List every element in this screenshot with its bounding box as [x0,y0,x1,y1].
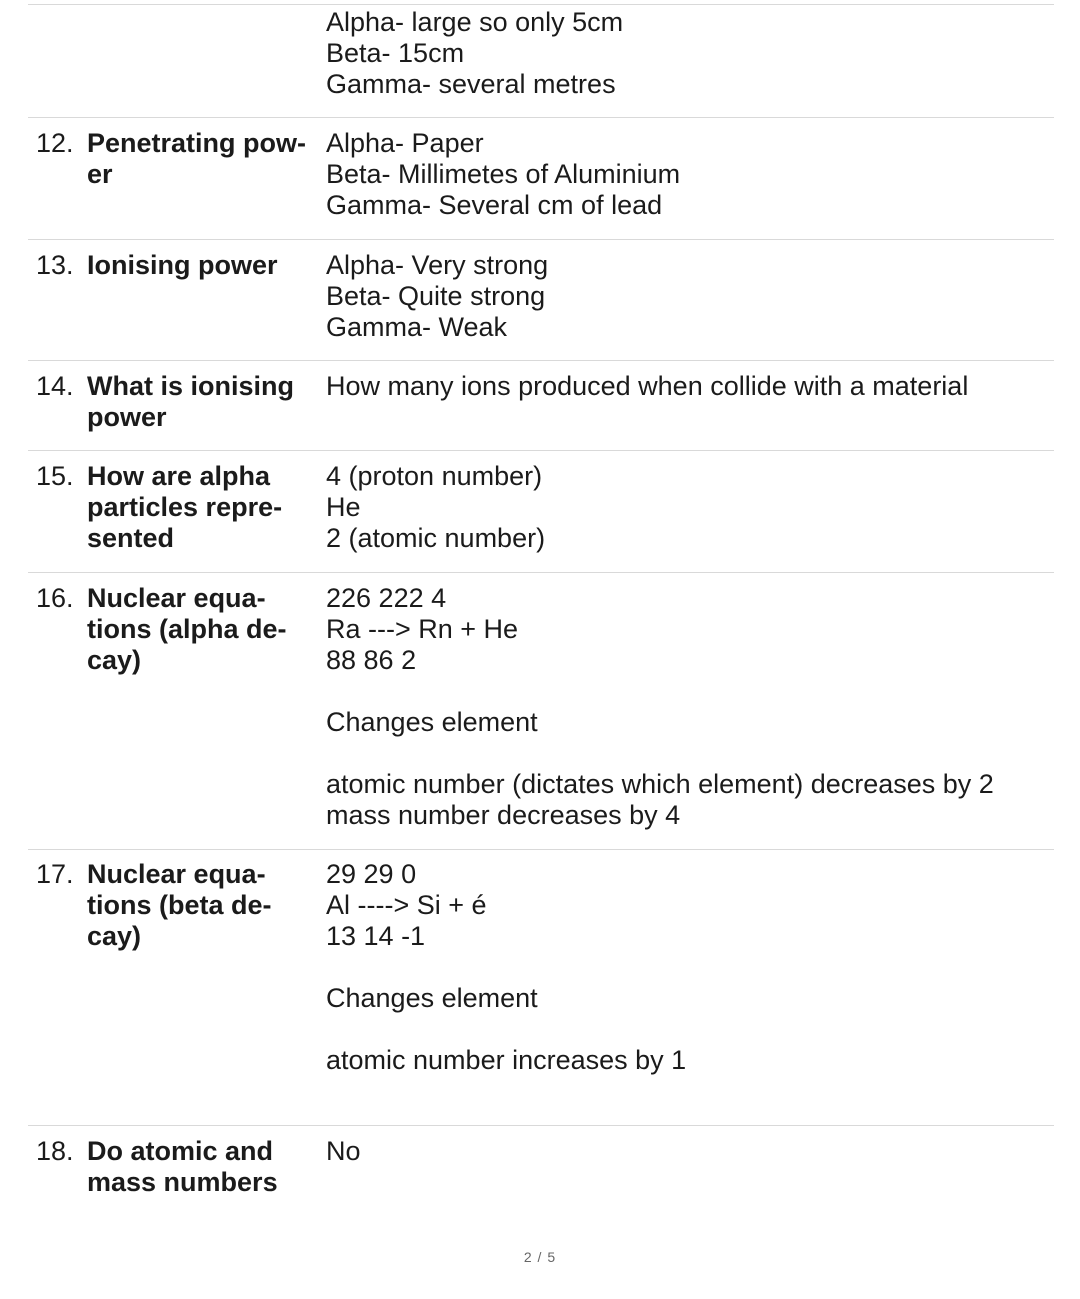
definition-line: Al ----> Si + é [326,890,487,920]
card-definition [326,250,1046,343]
definition-line: 4 (proton number) [326,461,543,491]
card-definition [326,461,1046,554]
definition-line: 2 (atomic number) [326,523,546,553]
term-line: power [87,402,167,432]
term-line: Nuclear equa- [87,859,266,889]
term-line: cay) [87,645,142,675]
definition [326,7,1046,100]
definition-line: Alpha- Paper [326,128,484,158]
term-line: tions (alpha de- [87,614,287,644]
card-term [87,371,319,433]
card-number: 17. [36,859,74,889]
card-number: 13. [36,250,74,280]
definition-line: Beta- 15cm [326,38,465,68]
definition-line: 13 14 -1 [326,921,426,951]
term-line: What is ionising [87,371,294,401]
card-number: 16. [36,583,74,613]
term-line: How are alpha [87,461,271,491]
term-line: sented [87,523,175,553]
divider [28,849,1054,850]
definition-line: 88 86 2 [326,645,417,675]
card-term [87,1136,319,1198]
definition-line: Alpha- Very strong [326,250,549,280]
spacer [326,1014,1046,1045]
card-term [87,250,319,281]
term-line: particles repre- [87,492,283,522]
divider [28,239,1054,240]
definition-line: Ra ---> Rn + He [326,614,519,644]
card-number: 15. [36,461,74,491]
term-line: cay) [87,921,142,951]
term-line: er [87,159,113,189]
definition-line: atomic number increases by 1 [326,1045,687,1075]
card-term [87,583,319,676]
term-line: mass numbers [87,1167,278,1197]
page-indicator: 2 / 5 [523,1249,557,1265]
definition-line: Beta- Millimetes of Aluminium [326,159,681,189]
card-term [87,859,319,952]
definition-line: Gamma- Weak [326,312,508,342]
divider [28,4,1054,5]
definition-line: 226 222 4 [326,583,447,613]
definition-line: No [326,1136,361,1166]
definition-line: Alpha- large so only 5cm [326,7,624,37]
card-definition [326,371,1046,402]
divider [28,360,1054,361]
definition-line: He [326,492,361,522]
card-definition [326,1136,1046,1167]
definition-line: Gamma- several metres [326,69,616,99]
divider [28,450,1054,451]
definition-line: How many ions produced when collide with a material [326,371,969,401]
card-number: 12. [36,128,74,158]
definition-line: Beta- Quite strong [326,281,546,311]
term-line: tions (beta de- [87,890,272,920]
spacer [326,952,1046,983]
card-term [87,461,319,554]
definition-line: Gamma- Several cm of lead [326,190,663,220]
term-line: Do atomic and [87,1136,274,1166]
card-definition [326,859,1046,1076]
divider [28,572,1054,573]
card-term [87,128,319,190]
divider [28,1125,1054,1126]
term-line: Ionising power [87,250,278,280]
definition-line: atomic number (dictates which element) decreases by 2 [326,769,994,799]
spacer [326,738,1046,769]
term-line: Nuclear equa- [87,583,266,613]
divider [28,117,1054,118]
card-definition [326,128,1046,221]
card-number: 18. [36,1136,74,1166]
definition-line: Changes element [326,983,538,1013]
definition-line: mass number decreases by 4 [326,800,681,830]
card-number: 14. [36,371,74,401]
definition-line: Changes element [326,707,538,737]
term-line: Penetrating pow- [87,128,307,158]
spacer [326,676,1046,707]
definition-line: 29 29 0 [326,859,417,889]
card-definition [326,583,1046,831]
